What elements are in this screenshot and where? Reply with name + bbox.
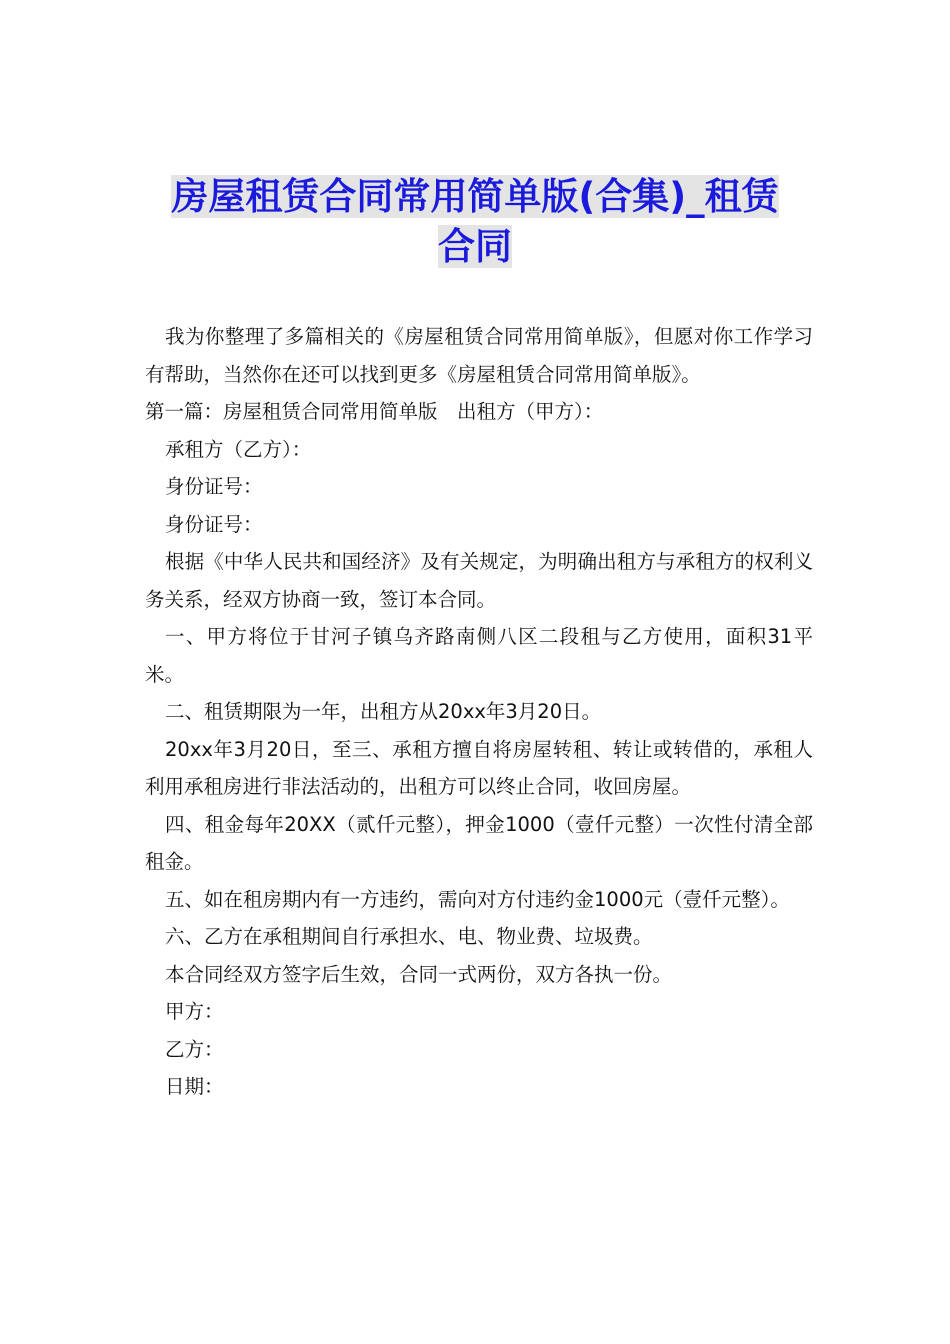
title-line-2: 合同 <box>438 225 512 268</box>
clause-3: 20xx年3月20日，至三、承租方擅自将房屋转租、转让或转借的，承租人利用承租房进行非法活动的，出租方可以终止合同，收回房屋。 <box>145 737 813 798</box>
id-number-line-1: 身份证号： <box>165 475 263 498</box>
document-body <box>145 318 813 1106</box>
section-heading: 第一篇：房屋租赁合同常用简单版 出租方（甲方）： <box>145 400 604 423</box>
clause-5: 五、如在租房期内有一方违约，需向对方付违约金1000元（壹仟元整）。 <box>165 887 790 911</box>
clause-4: 四、租金每年20XX（贰仟元整），押金1000（壹仟元整）一次性付清全部租金。 <box>145 812 813 873</box>
page-title <box>140 172 810 272</box>
basis-paragraph: 根据《中华人民共和国经济》及有关规定，为明确出租方与承租方的权利义务关系，经双方协商一致，签订本合同。 <box>145 550 813 611</box>
title-line-1: 房屋租赁合同常用简单版(合集)_租赁 <box>171 175 779 218</box>
clause-1: 一、甲方将位于甘河子镇乌齐路南侧八区二段租与乙方使用，面积31平米。 <box>145 625 813 686</box>
party-b-signature: 乙方： <box>165 1037 224 1061</box>
party-a-signature: 甲方： <box>165 1000 224 1023</box>
effective-clause: 本合同经双方签字后生效，合同一式两份，双方各执一份。 <box>165 962 673 986</box>
id-number-line-2: 身份证号： <box>165 512 263 536</box>
lessee-line: 承租方（乙方）： <box>165 437 312 461</box>
clause-2: 二、租赁期限为一年，出租方从20xx年3月20日。 <box>165 700 602 723</box>
clause-6: 六、乙方在承租期间自行承担水、电、物业费、垃圾费。 <box>165 925 653 948</box>
date-line: 日期： <box>165 1075 224 1098</box>
intro-paragraph: 我为你整理了多篇相关的《房屋租赁合同常用简单版》，但愿对你工作学习有帮助，当然你在还可以找到更多《房屋租赁合同常用简单版》。 <box>145 325 813 386</box>
